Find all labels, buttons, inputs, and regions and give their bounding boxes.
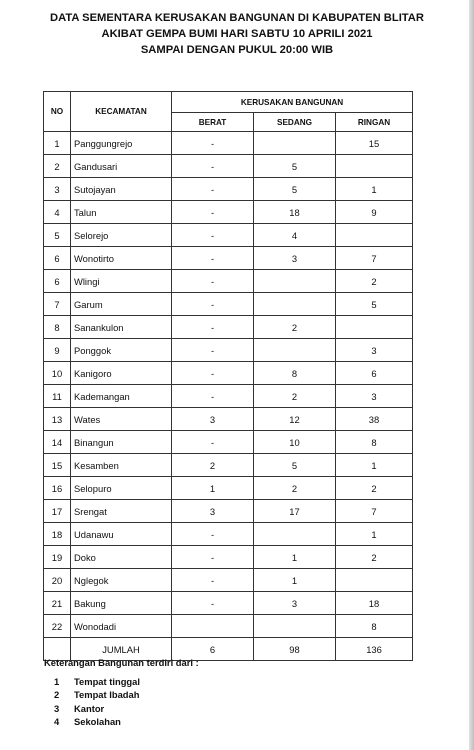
kecamatan-cell: Binangun	[71, 431, 172, 454]
ringan-cell: 1	[336, 523, 413, 546]
berat-cell: -	[172, 546, 254, 569]
ringan-cell	[336, 155, 413, 178]
berat-cell: -	[172, 270, 254, 293]
no-cell: 10	[44, 362, 71, 385]
kecamatan-cell: Kanigoro	[71, 362, 172, 385]
sedang-cell	[254, 132, 336, 155]
ringan-cell: 2	[336, 546, 413, 569]
no-cell: 8	[44, 316, 71, 339]
table-row	[44, 385, 413, 408]
ringan-cell: 1	[336, 178, 413, 201]
notes-item	[44, 688, 199, 701]
notes-item-text: Tempat tinggal	[74, 676, 140, 687]
no-cell: 15	[44, 454, 71, 477]
header-berat: BERAT	[172, 113, 254, 132]
table-row	[44, 523, 413, 546]
berat-cell: -	[172, 316, 254, 339]
berat-cell	[172, 615, 254, 638]
sedang-cell: 4	[254, 224, 336, 247]
no-cell: 16	[44, 477, 71, 500]
berat-cell: -	[172, 569, 254, 592]
no-cell: 22	[44, 615, 71, 638]
table-row	[44, 592, 413, 615]
notes-list	[44, 675, 199, 728]
table-row	[44, 408, 413, 431]
sedang-cell	[254, 615, 336, 638]
notes-item-text: Sekolahan	[74, 715, 121, 727]
header-kerusakan-bangunan: KERUSAKAN BANGUNAN	[172, 92, 413, 113]
page-edge-shadow	[469, 0, 474, 750]
kecamatan-cell: Wonotirto	[71, 247, 172, 270]
ringan-cell: 18	[336, 592, 413, 615]
kecamatan-cell: Garum	[71, 293, 172, 316]
notes-item-text: Kantor	[74, 702, 105, 714]
table-row	[44, 155, 413, 178]
table-row	[44, 270, 413, 293]
table-row	[44, 615, 413, 638]
table-row	[44, 339, 413, 362]
kecamatan-cell: Talun	[71, 201, 172, 224]
no-cell: 1	[44, 132, 71, 155]
ringan-cell: 1	[336, 454, 413, 477]
no-cell: 9	[44, 339, 71, 362]
no-cell: 4	[44, 201, 71, 224]
berat-cell: 1	[172, 477, 254, 500]
no-cell: 17	[44, 500, 71, 523]
no-cell: 19	[44, 546, 71, 569]
no-cell: 13	[44, 408, 71, 431]
header-sedang: SEDANG	[254, 113, 336, 132]
total-sedang: 98	[254, 638, 336, 661]
kecamatan-cell: Wlingi	[71, 270, 172, 293]
table-row	[44, 247, 413, 270]
no-cell: 11	[44, 385, 71, 408]
sedang-cell: 2	[254, 477, 336, 500]
sedang-cell: 3	[254, 592, 336, 615]
sedang-cell: 1	[254, 569, 336, 592]
berat-cell: -	[172, 362, 254, 385]
ringan-cell: 3	[336, 385, 413, 408]
ringan-cell: 6	[336, 362, 413, 385]
ringan-cell: 9	[336, 201, 413, 224]
berat-cell: -	[172, 592, 254, 615]
table-row	[44, 201, 413, 224]
ringan-cell: 5	[336, 293, 413, 316]
berat-cell: -	[172, 224, 254, 247]
notes-item-text: Tempat Ibadah	[74, 689, 140, 701]
title-line-1: DATA SEMENTARA KERUSAKAN BANGUNAN DI KABUPATEN BLITAR	[50, 12, 424, 24]
sedang-cell: 2	[254, 385, 336, 408]
table-row	[44, 569, 413, 592]
kecamatan-cell: Doko	[71, 546, 172, 569]
sedang-cell: 18	[254, 201, 336, 224]
sedang-cell: 5	[254, 454, 336, 477]
no-cell: 7	[44, 293, 71, 316]
total-label: JUMLAH	[71, 638, 172, 661]
total-berat: 6	[172, 638, 254, 661]
notes-section	[44, 657, 199, 728]
kecamatan-cell: Udanawu	[71, 523, 172, 546]
sedang-cell	[254, 293, 336, 316]
ringan-cell: 2	[336, 270, 413, 293]
table-row	[44, 454, 413, 477]
sedang-cell: 10	[254, 431, 336, 454]
table-body	[44, 132, 413, 638]
table-row	[44, 477, 413, 500]
berat-cell: -	[172, 523, 254, 546]
berat-cell: -	[172, 132, 254, 155]
table-row	[44, 362, 413, 385]
ringan-cell: 7	[336, 247, 413, 270]
notes-item-number: 4	[54, 715, 60, 727]
ringan-cell: 8	[336, 431, 413, 454]
kecamatan-cell: Panggungrejo	[71, 132, 172, 155]
table-row	[44, 132, 413, 155]
berat-cell: 3	[172, 408, 254, 431]
no-cell: 6	[44, 270, 71, 293]
sedang-cell: 2	[254, 316, 336, 339]
notes-item-number: 2	[54, 689, 60, 701]
header-ringan: RINGAN	[336, 113, 413, 132]
kecamatan-cell: Gandusari	[71, 155, 172, 178]
berat-cell: -	[172, 178, 254, 201]
berat-cell: 3	[172, 500, 254, 523]
title-line-2: AKIBAT GEMPA BUMI HARI SABTU 10 APRILI 2021	[101, 28, 373, 40]
berat-cell: -	[172, 385, 254, 408]
ringan-cell: 15	[336, 132, 413, 155]
sedang-cell: 17	[254, 500, 336, 523]
berat-cell: 2	[172, 454, 254, 477]
no-cell: 14	[44, 431, 71, 454]
kecamatan-cell: Sanankulon	[71, 316, 172, 339]
no-cell: 3	[44, 178, 71, 201]
ringan-cell	[336, 569, 413, 592]
sedang-cell: 5	[254, 155, 336, 178]
kecamatan-cell: Srengat	[71, 500, 172, 523]
total-ringan: 136	[336, 638, 413, 661]
sedang-cell	[254, 270, 336, 293]
header-kecamatan: KECAMATAN	[71, 92, 172, 132]
table-row	[44, 224, 413, 247]
sedang-cell: 12	[254, 408, 336, 431]
ringan-cell: 7	[336, 500, 413, 523]
kecamatan-cell: Ponggok	[71, 339, 172, 362]
title-line-3: SAMPAI DENGAN PUKUL 20:00 WIB	[140, 44, 334, 56]
sedang-cell	[254, 523, 336, 546]
notes-item	[44, 675, 199, 688]
kecamatan-cell: Wonodadi	[71, 615, 172, 638]
berat-cell: -	[172, 201, 254, 224]
kecamatan-cell: Wates	[71, 408, 172, 431]
table-row	[44, 316, 413, 339]
sedang-cell: 3	[254, 247, 336, 270]
ringan-cell	[336, 224, 413, 247]
berat-cell: -	[172, 155, 254, 178]
no-cell: 2	[44, 155, 71, 178]
berat-cell: -	[172, 339, 254, 362]
kecamatan-cell: Selorejo	[71, 224, 172, 247]
ringan-cell: 3	[336, 339, 413, 362]
kecamatan-cell: Selopuro	[71, 477, 172, 500]
damage-table	[43, 91, 413, 661]
no-cell: 21	[44, 592, 71, 615]
table-row	[44, 500, 413, 523]
sedang-cell: 8	[254, 362, 336, 385]
kecamatan-cell: Nglegok	[71, 569, 172, 592]
notes-heading: Keterangan Bangunan terdiri dari :	[44, 657, 199, 668]
ringan-cell	[336, 316, 413, 339]
sedang-cell: 1	[254, 546, 336, 569]
ringan-cell: 8	[336, 615, 413, 638]
no-cell: 5	[44, 224, 71, 247]
berat-cell: -	[172, 431, 254, 454]
kecamatan-cell: Bakung	[71, 592, 172, 615]
no-cell: 18	[44, 523, 71, 546]
table-row	[44, 431, 413, 454]
notes-item	[44, 715, 199, 728]
no-cell: 20	[44, 569, 71, 592]
berat-cell: -	[172, 293, 254, 316]
document-title	[0, 10, 474, 58]
sedang-cell: 5	[254, 178, 336, 201]
table-row	[44, 293, 413, 316]
table-row	[44, 178, 413, 201]
kecamatan-cell: Kesamben	[71, 454, 172, 477]
kecamatan-cell: Sutojayan	[71, 178, 172, 201]
no-cell: 6	[44, 247, 71, 270]
table-row	[44, 546, 413, 569]
notes-item-number: 3	[54, 702, 60, 714]
berat-cell: -	[172, 247, 254, 270]
sedang-cell	[254, 339, 336, 362]
notes-item	[44, 702, 199, 715]
notes-item-number: 1	[54, 676, 60, 687]
kecamatan-cell: Kademangan	[71, 385, 172, 408]
header-no: NO	[44, 92, 71, 132]
ringan-cell: 38	[336, 408, 413, 431]
ringan-cell: 2	[336, 477, 413, 500]
